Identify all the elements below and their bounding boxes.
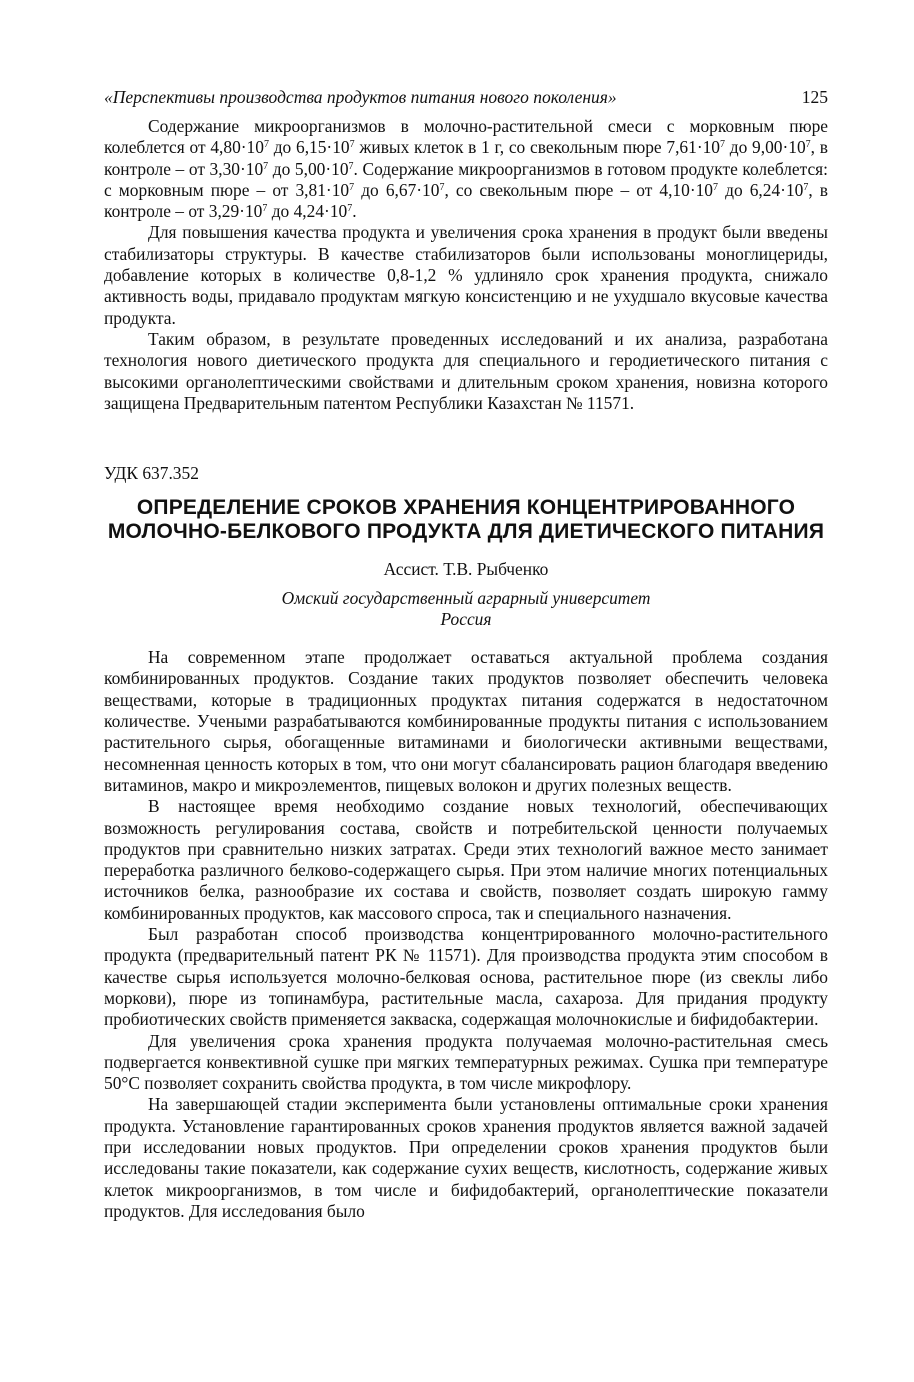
journal-title: «Перспективы производства продуктов питания нового поколения» <box>104 87 617 107</box>
previous-article-paragraph-1: Содержание микроорганизмов в молочно-растительной смеси с морковным пюре колеблется от $4,80\cdot 10^7$ до $6,15\cdot 10^7$ живых клеток в 1 г, со свекольным пюре $7,61\cdot 10^7$ до $9,00\cdot 10^7$, в контроле – от $3,30\cdot 10^7$ до $5,00\cdot 10^7$. Содержание микроорганизмов в готовом продукте колеблется: с морковным пюре – от $3,81\cdot 10^7$ до $6,67\cdot 10^7$, со свекольным пюре – от $4,10\cdot 10^7$ до $6,24\cdot 10^7$, в контроле – от $3,29\cdot 10^7$ до $4,24\cdot 10^7$. <box>104 116 829 222</box>
running-header <box>104 86 828 116</box>
body-paragraph-4: Для увеличения срока хранения продукта получаемая молочно-растительная смесь подвергается конвективной сушке при мягких температурных режимах. Сушка при температуре 50°С позволяет сохранить свойства продукта, в том числе микрофлору. <box>104 1030 828 1094</box>
page-number: 125 <box>801 87 828 107</box>
author-name: Ассист. Т.В. Рыбченко <box>383 559 549 580</box>
udc-code: УДК 637.352 <box>104 463 199 484</box>
affiliation-block <box>104 588 828 630</box>
body-paragraph-2: В настоящее время необходимо создание новых технологий, обеспечивающих возможность регулирования состава, свойств и потребительской ценности получаемых продуктов при сравнительно низких затратах. Среди этих технологий важное место занимает переработка различного белково-содержащего сырья. При этом наличие многих потенциальных источников белка, разнообразие их состава и свойств, позволяет создать широкую гамму комбинированных продуктов, как массового спроса, так и специального назначения. <box>104 796 828 923</box>
body-paragraph-3: Был разработан способ производства концентрированного молочно-растительного продукта (предварительный патент РК № 11571). Для производства продукта этим способом в качестве сырья используется молочно-белковая основа, растительное пюре (из свеклы либо моркови), пюре из топинамбура, растительные масла, сахароза. Для придания продукту пробиотических свойств применяется закваска, содержащая молочнокислые и бифидобактерии. <box>104 924 828 1030</box>
country: Россия <box>440 609 492 630</box>
previous-article-paragraph-3: Таким образом, в результате проведенных исследований и их анализа, разработана технология нового диетического продукта для специального и геродиетического питания с высокими органолептическими свойствами и длительным сроком хранения, новизна которого защищена Предварительным патентом Республики Казахстан № 11571. <box>104 328 828 413</box>
article-body <box>104 647 828 1222</box>
article-title: ОПРЕДЕЛЕНИЕ СРОКОВ ХРАНЕНИЯ КОНЦЕНТРИРОВАННОГО МОЛОЧНО-БЕЛКОВОГО ПРОДУКТА ДЛЯ ДИЕТИЧЕСКОГО ПИТАНИЯ <box>107 496 825 544</box>
affiliation: Омский государственный аграрный университет <box>281 588 651 609</box>
page <box>104 86 828 1222</box>
body-paragraph-5: На завершающей стадии эксперимента были установлены оптимальные сроки хранения продукта. Установление гарантированных сроков хранения продуктов является важной задачей при исследовании новых продуктов. При определении сроков хранения продуктов были исследованы такие показатели, как содержание сухих веществ, кислотность, содержание живых клеток микроорганизмов, в том числе и бифидобактерий, органолептические показатели продуктов. Для исследования было <box>104 1094 828 1221</box>
body-paragraph-1: На современном этапе продолжает оставаться актуальной проблема создания комбинированных продуктов. Создание таких продуктов позволяет обеспечить человека веществами, которые в традиционных продуктах питания содержатся в недостаточном количестве. Учеными разрабатываются комбинированные продукты питания с использованием растительного сырья, обогащенные витаминами и биологически активными веществами, несомненная ценность которых в том, что они могут сбалансировать рацион благодаря введению витаминов, макро и микроэлементов, пищевых волокон и других полезных веществ. <box>104 647 828 795</box>
previous-article-paragraph-2: Для повышения качества продукта и увеличения срока хранения в продукт были введены стабилизаторы структуры. В качестве стабилизаторов были использованы моноглицериды, добавление которых в количестве 0,8-1,2 % удлиняло срок хранения продукта, снижало активность воды, придавало продуктам мягкую консистенцию и не ухудшало вкусовые качества продукта. <box>104 222 828 328</box>
